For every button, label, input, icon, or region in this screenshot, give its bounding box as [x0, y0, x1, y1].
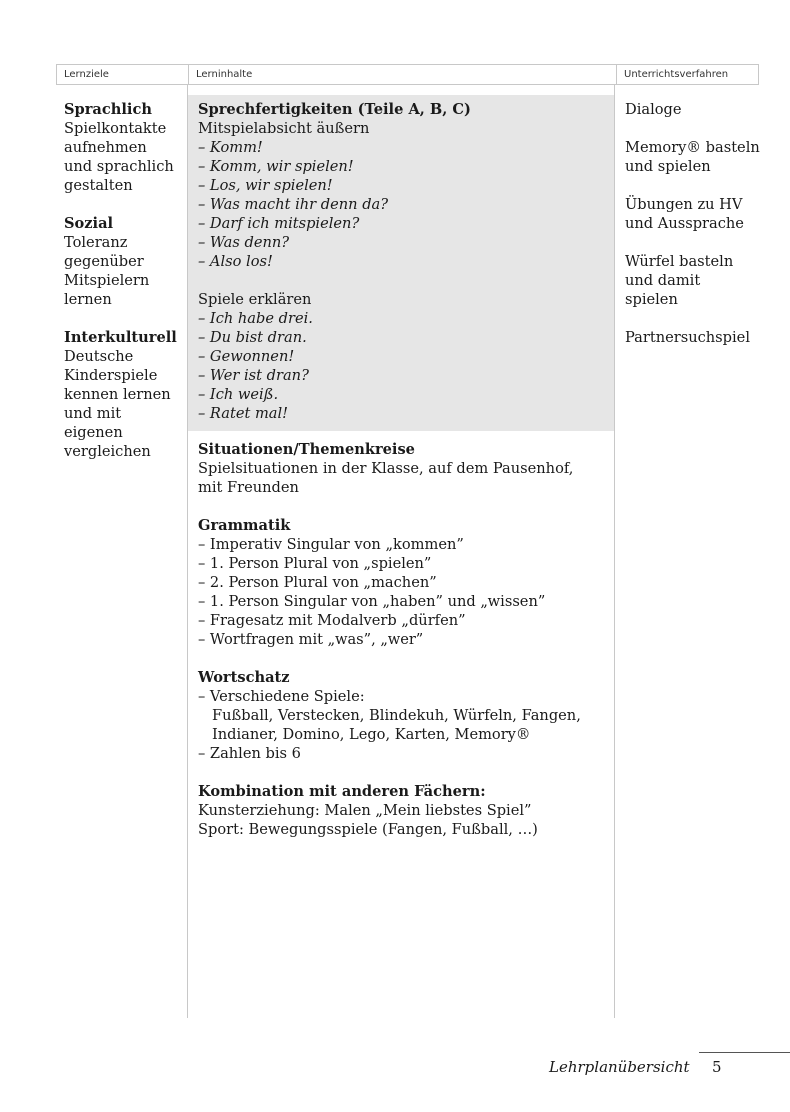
wortschatz-heading: Wortschatz: [198, 669, 290, 686]
lernziele-text: kennen lernen: [64, 386, 171, 403]
verfahren-uebungen: Übungen zu HV: [625, 196, 743, 213]
kombination-text: Kunsterziehung: Malen „Mein liebstes Spiel”: [198, 802, 532, 819]
phrase-line: – Los, wir spielen!: [198, 177, 333, 194]
wortschatz-item: – Verschiedene Spiele:: [198, 688, 365, 705]
lernziele-column: [64, 100, 184, 461]
grammatik-item: – 1. Person Plural von „spielen”: [198, 555, 432, 572]
lernziele-text: lernen: [64, 291, 112, 308]
situationen-text: mit Freunden: [198, 479, 299, 496]
situationen-text: Spielsituationen in der Klasse, auf dem Pausenhof,: [198, 460, 574, 477]
footer-title: Lehrplanübersicht: [549, 1058, 690, 1076]
phrase-line: – Darf ich mitspielen?: [198, 215, 360, 232]
verfahren-wuerfel: und damit: [625, 272, 701, 289]
grammatik-item: – 1. Person Singular von „haben” und „wissen”: [198, 593, 546, 610]
sozial-heading: Sozial: [64, 215, 114, 232]
lernziele-text: und mit: [64, 405, 122, 422]
grammatik-heading: Grammatik: [198, 517, 291, 534]
grammatik-item: – Fragesatz mit Modalverb „dürfen”: [198, 612, 466, 629]
lernziele-text: eigenen: [64, 424, 123, 441]
wortschatz-subitem: Indianer, Domino, Lego, Karten, Memory®: [212, 726, 531, 743]
verfahren-memory: Memory® basteln: [625, 139, 760, 156]
lerninhalte-details: [198, 440, 612, 839]
lernziele-text: vergleichen: [64, 443, 151, 460]
verfahren-memory: und spielen: [625, 158, 711, 175]
kombination-text: Sport: Bewegungsspiele (Fangen, Fußball, …): [198, 821, 538, 838]
wortschatz-item: – Zahlen bis 6: [198, 745, 301, 762]
verfahren-wuerfel: spielen: [625, 291, 678, 308]
lernziele-text: gestalten: [64, 177, 133, 194]
verfahren-dialoge: Dialoge: [625, 101, 682, 118]
interkulturell-heading: Interkulturell: [64, 329, 177, 346]
lernziele-text: Deutsche: [64, 348, 134, 365]
situationen-heading: Situationen/Themenkreise: [198, 441, 415, 458]
footer-rule: [699, 1052, 790, 1053]
phrase-line: – Wer ist dran?: [198, 367, 309, 384]
grammatik-item: – Imperativ Singular von „kommen”: [198, 536, 464, 553]
column-divider-right: [614, 85, 615, 1018]
verfahren-partnersuchspiel: Partnersuchspiel: [625, 329, 750, 346]
phrase-line: – Ich habe drei.: [198, 310, 313, 327]
grammatik-item: – 2. Person Plural von „machen”: [198, 574, 437, 591]
spiele-erklaeren-intro: Spiele erklären: [198, 291, 312, 308]
phrase-line: – Gewonnen!: [198, 348, 295, 365]
lernziele-text: gegenüber: [64, 253, 144, 270]
kombination-heading: Kombination mit anderen Fächern:: [198, 783, 486, 800]
wortschatz-subitem: Fußball, Verstecken, Blindekuh, Würfeln, Fangen,: [212, 707, 581, 724]
mitspielabsicht-intro: Mitspielabsicht äußern: [198, 120, 370, 137]
sprachlich-heading: Sprachlich: [64, 101, 152, 118]
phrase-line: – Was denn?: [198, 234, 290, 251]
table-header: [56, 64, 759, 85]
lernziele-text: und sprachlich: [64, 158, 174, 175]
verfahren-wuerfel: Würfel basteln: [625, 253, 734, 270]
lernziele-text: aufnehmen: [64, 139, 147, 156]
sprechfertigkeiten-section: [198, 100, 612, 423]
header-unterrichtsverfahren: Unterrichtsverfahren: [616, 65, 758, 84]
verfahren-uebungen: und Aussprache: [625, 215, 744, 232]
column-divider-left: [187, 85, 188, 1018]
page-number: 5: [712, 1058, 722, 1076]
unterrichtsverfahren-column: [625, 100, 775, 347]
phrase-line: – Komm!: [198, 139, 263, 156]
phrase-line: – Komm, wir spielen!: [198, 158, 354, 175]
phrase-line: – Du bist dran.: [198, 329, 307, 346]
lernziele-text: Toleranz: [64, 234, 128, 251]
phrase-line: – Ich weiß.: [198, 386, 279, 403]
sprechfertigkeiten-heading: Sprechfertigkeiten (Teile A, B, C): [198, 101, 471, 118]
phrase-line: – Was macht ihr denn da?: [198, 196, 389, 213]
phrase-line: – Also los!: [198, 253, 273, 270]
lernziele-text: Mitspielern: [64, 272, 150, 289]
lernziele-text: Kinderspiele: [64, 367, 158, 384]
header-lernziele: Lernziele: [64, 69, 109, 80]
phrase-line: – Ratet mal!: [198, 405, 289, 422]
lernziele-text: Spielkontakte: [64, 120, 167, 137]
grammatik-item: – Wortfragen mit „was”, „wer”: [198, 631, 424, 648]
header-lerninhalte: Lerninhalte: [188, 65, 616, 84]
